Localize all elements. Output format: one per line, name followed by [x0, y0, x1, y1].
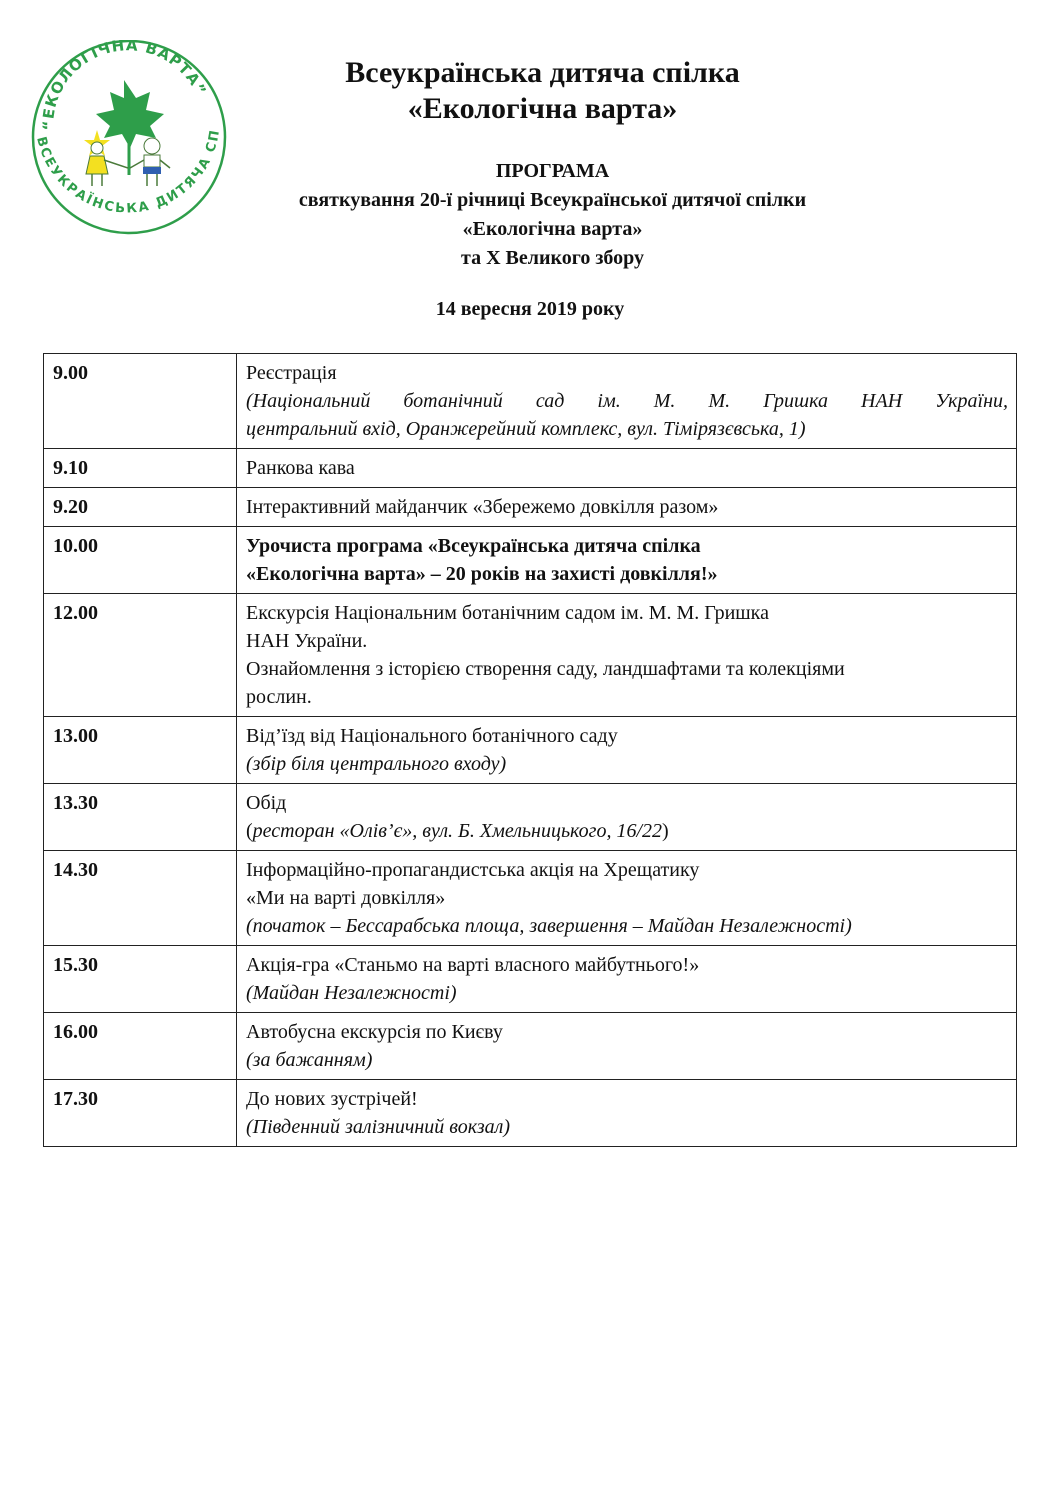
- event-title: Інтерактивний майданчик «Збережемо довкілля разом»: [246, 496, 719, 518]
- event-title: Інформаційно-пропагандистська акція на Хрещатику: [246, 859, 700, 881]
- event-note: (Південний залізничний вокзал): [246, 1116, 511, 1138]
- program-label: ПРОГРАМА: [495, 160, 610, 182]
- event-title: Екскурсія Національним ботанічним садом ім. М. М. Гришка: [246, 602, 769, 624]
- table-row: [44, 354, 1017, 449]
- event-title: «Ми на варті довкілля»: [246, 887, 446, 909]
- table-row: [44, 594, 1017, 717]
- program-line-3: та Х Великого збору: [461, 247, 644, 269]
- event-title: Акція-гра «Станьмо на варті власного майбутнього!»: [246, 954, 700, 976]
- event-note: (Майдан Незалежності): [246, 982, 457, 1004]
- time-cell: 13.00: [44, 717, 237, 784]
- table-row: [44, 527, 1017, 594]
- time-cell: 9.10: [44, 449, 237, 488]
- program-heading: [200, 157, 905, 273]
- time-cell: 17.30: [44, 1080, 237, 1147]
- table-row: [44, 1013, 1017, 1080]
- event-title: НАН України.: [246, 630, 368, 652]
- time-cell: 15.30: [44, 946, 237, 1013]
- paren-open: (: [246, 820, 253, 842]
- time-cell: 12.00: [44, 594, 237, 717]
- event-cell: [237, 488, 1017, 527]
- time-cell: 9.00: [44, 354, 237, 449]
- event-note: [246, 817, 1008, 845]
- time-cell: 14.30: [44, 851, 237, 946]
- event-note: (за бажанням): [246, 1049, 373, 1071]
- event-note: (початок – Бессарабська площа, завершення – Майдан Незалежності): [246, 915, 852, 937]
- event-cell: [237, 784, 1017, 851]
- event-description: Ознайомлення з історією створення саду, ландшафтами та колекціями: [246, 658, 845, 680]
- schedule-table: [43, 353, 1017, 1147]
- logo-arc-bottom-text: ВСЕУКРАЇНСЬКА ДИТЯЧА СП: [33, 127, 224, 217]
- event-cell: [237, 1013, 1017, 1080]
- paren-close: ): [662, 820, 669, 842]
- time-cell: 13.30: [44, 784, 237, 851]
- event-cell: [237, 527, 1017, 594]
- event-note-italic: ресторан «Олів’є», вул. Б. Хмельницького, 16/22: [252, 820, 663, 842]
- title-line-2: «Екологічна варта»: [407, 92, 678, 125]
- table-row: [44, 851, 1017, 946]
- event-cell: [237, 851, 1017, 946]
- event-cell: [237, 1080, 1017, 1147]
- event-note: центральний вхід, Оранжерейний комплекс, вул. Тімірязєвська, 1): [246, 418, 806, 440]
- event-cell: [237, 449, 1017, 488]
- event-title: До нових зустрічей!: [246, 1088, 418, 1110]
- table-row: [44, 717, 1017, 784]
- table-row: [44, 784, 1017, 851]
- event-cell: [237, 594, 1017, 717]
- event-title: Ранкова кава: [246, 457, 355, 479]
- event-title: Від’їзд від Національного ботанічного саду: [246, 725, 618, 747]
- event-title: Обід: [246, 792, 287, 814]
- event-description: рослин.: [246, 686, 312, 708]
- event-date: 14 вересня 2019 року: [435, 298, 625, 320]
- event-note: (збір біля центрального входу): [246, 753, 507, 775]
- event-cell: [237, 946, 1017, 1013]
- event-cell: [237, 354, 1017, 449]
- event-title: «Екологічна варта» – 20 років на захисті довкілля!»: [246, 563, 718, 585]
- event-title: Урочиста програма «Всеукраїнська дитяча спілка: [246, 535, 701, 557]
- time-cell: 9.20: [44, 488, 237, 527]
- time-cell: 10.00: [44, 527, 237, 594]
- table-row: [44, 946, 1017, 1013]
- title-line-1: Всеукраїнська дитяча спілка: [345, 56, 740, 89]
- table-row: [44, 1080, 1017, 1147]
- table-row: [44, 449, 1017, 488]
- program-line-2: «Екологічна варта»: [462, 218, 643, 240]
- event-note: (Національний ботанічний сад ім. М. М. Гришка НАН України,: [246, 390, 1008, 412]
- document-title: [240, 55, 845, 127]
- logo-arc-top-text: “ЕКОЛОГІЧНА ВАРТА”: [39, 40, 210, 131]
- event-title: Автобусна екскурсія по Києву: [246, 1021, 503, 1043]
- event-cell: [237, 717, 1017, 784]
- event-title: Реєстрація: [246, 362, 337, 384]
- table-row: [44, 488, 1017, 527]
- program-line-1: святкування 20-ї річниці Всеукраїнської дитячої спілки: [298, 189, 807, 211]
- time-cell: 16.00: [44, 1013, 237, 1080]
